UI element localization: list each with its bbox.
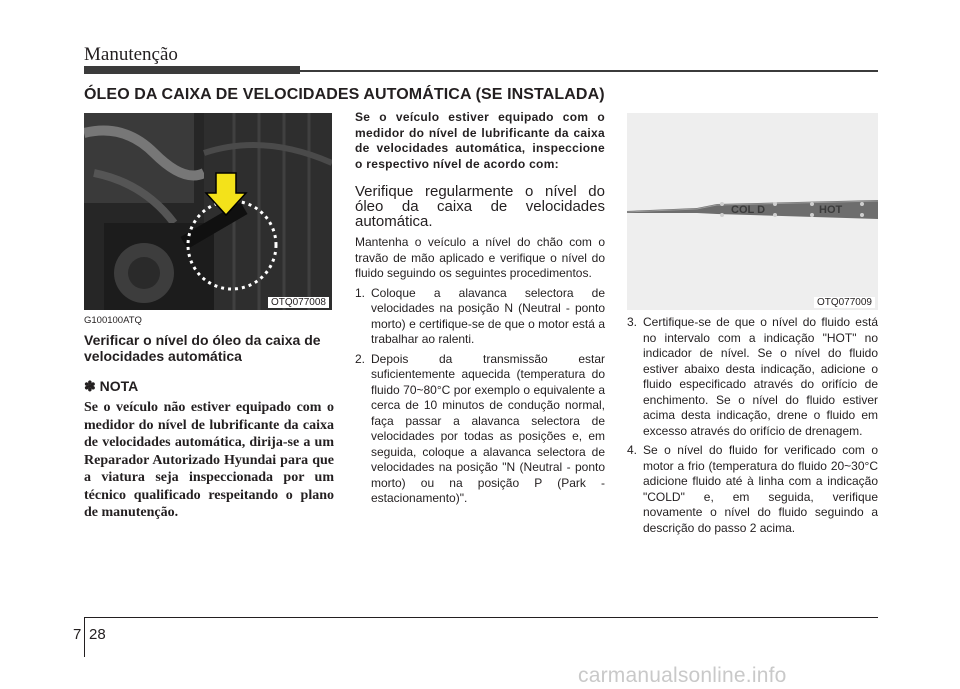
intro-bold: Se o veículo estiver equipado com o medidor do nível de lubrificante da caixa de velocidades automática, inspeccione o respectivo nível de acordo com: <box>355 110 605 171</box>
list-item-text: Se o nível do fluido for verificado com o motor a frio (temperatura do fluido 20~30°C adicione fluido até à linha com a indicação "COLD" e, em seguida, verifique novamente o nível do fluido seguindo a descrição do passo 2 acima. <box>643 443 878 535</box>
engine-bay-photo <box>84 113 332 310</box>
page-number: 28 <box>89 626 106 643</box>
figure-code-right: OTQ077009 <box>814 297 875 308</box>
chapter-number: 7 <box>73 626 82 643</box>
header-bar <box>84 66 300 74</box>
subsection-heading: Verificar o nível do óleo da caixa de velocidades automática <box>84 332 321 364</box>
column-right <box>627 315 878 540</box>
list-item-number: 4. <box>627 443 638 457</box>
reference-code: G100100ATQ <box>84 315 142 326</box>
column-left <box>84 315 334 522</box>
column-middle <box>355 110 605 511</box>
running-header: Manutenção <box>84 44 178 65</box>
list-item <box>627 443 878 536</box>
list-item <box>355 352 605 507</box>
footer-divider <box>84 617 85 657</box>
list-item-number: 1. <box>355 285 366 300</box>
note-heading: ✽ NOTA <box>84 378 139 394</box>
dipstick-photo <box>627 113 878 310</box>
list-item <box>627 315 878 439</box>
header-rule <box>300 70 878 72</box>
figure-code-left: OTQ077008 <box>268 297 329 308</box>
list-item-text: Certifique-se de que o nível do fluido está no intervalo com a indicação "HOT" no indicador de nível. Se o nível do fluido estiver abaixo desta indicação, adicione o fluido especificado através do orifício de enchimento. Se o nível do fluido estiver acima desta indicação, drene o fluido em excesso através do orifício de drenagem. <box>643 315 878 438</box>
list-item <box>355 286 605 348</box>
engine-bay-illustration <box>84 113 332 310</box>
lead-paragraph: Verifique regularmente o nível do óleo da caixa de velocidades automática. <box>355 183 605 230</box>
dipstick-illustration <box>627 113 878 310</box>
section-title: ÓLEO DA CAIXA DE VELOCIDADES AUTOMÁTICA (SE INSTALADA) <box>84 86 605 103</box>
list-item-number: 3. <box>627 315 638 329</box>
watermark: carmanualsonline.info <box>578 664 787 687</box>
footer-rule <box>84 617 878 618</box>
dipstick-hot-label: HOT <box>819 204 843 216</box>
body-paragraph: Mantenha o veículo a nível do chão com o travão de mão aplicado e verifique o nível do fluido seguindo os seguintes procedimentos. <box>355 235 605 280</box>
list-item-number: 2. <box>355 351 366 366</box>
list-item-text: Depois da transmissão estar suficientemente aquecida (temperatura do fluido 70~80°C por exemplo o equivalente a cerca de 10 minutos de condução normal, faça passar a alavanca selectora de velocidades por todas as posições e, em seguida, coloque a alavanca selectora de velocidades na posição "N (Neutral - ponto morto) ou na posição P (Park - estacionamento)". <box>371 351 605 505</box>
list-item-text: Coloque a alavanca selectora de velocidades na posição N (Neutral - ponto morto) e certifique-se de que o motor está a trabalhar ao ralenti. <box>371 285 605 346</box>
dipstick-cold-label: COL D <box>731 204 766 216</box>
note-text: Se o veículo não estiver equipado com o medidor do nível de lubrificante da caixa de velocidades automática, dirija-se a um Reparador Autorizado Hyundai para que a viatura seja inspeccionada por um técnico qualificado respeitando o plano de manutenção. <box>84 400 334 520</box>
